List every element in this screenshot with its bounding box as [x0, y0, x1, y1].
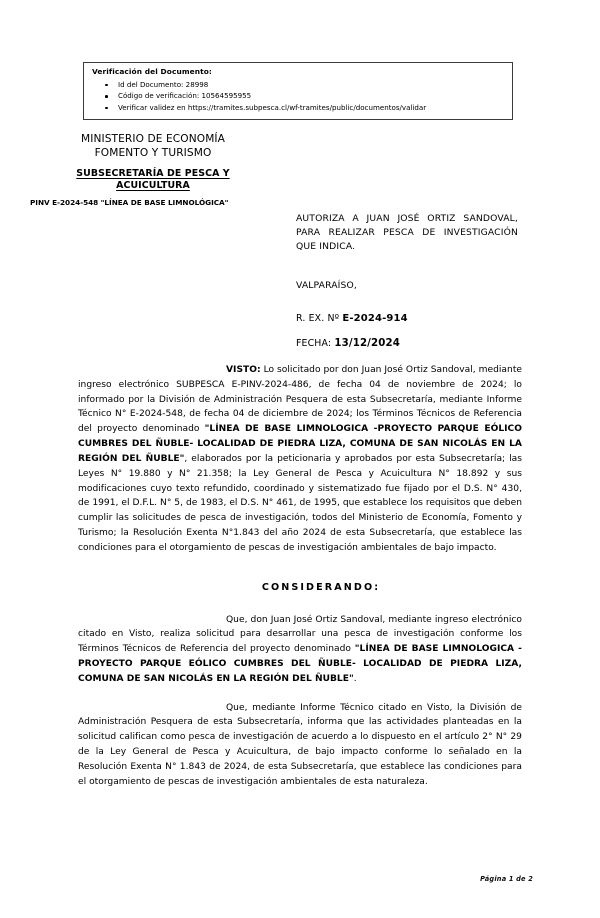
cons-text-a: Que, don Juan José Ortiz Sandoval, mediante ingreso electrónico citado en Visto, realiza solicitud para desarrollar una pesca de investigación conforme los Términos Técnicos de Referencia del proyecto denominado [78, 614, 522, 655]
project-name-2: "LÍNEA DE BASE LIMNOLOGICA -PROYECTO PARQUE EÓLICO CUMBRES DEL ÑUBLE- LOCALIDAD DE PIEDRA LIZA, COMUNA DE SAN NICOLÁS EN LA REGIÓN DEL ÑUBLE" [78, 644, 522, 684]
ministry-line-2: FOMENTO Y TURISMO [94, 146, 212, 159]
date-value: 13/12/2024 [334, 338, 401, 349]
letterhead [28, 133, 278, 207]
list-item: Verificar validez en https://tramites.subpesca.cl/wf-tramites/public/documentos/validar [92, 102, 506, 113]
ministry-line-1: MINISTERIO DE ECONOMÍA [80, 133, 225, 145]
date-label: FECHA: [296, 338, 335, 349]
paragraph-visto [78, 363, 522, 556]
subsecretaria-line-1: SUBSECRETARÍA DE PESCA Y [76, 167, 230, 179]
resolution-number: E-2024-914 [342, 313, 408, 324]
list-item: Código de verificación: 10564595955 [92, 90, 506, 101]
paragraph-considerando-1 [78, 613, 522, 687]
resolution-label: R. EX. Nº [296, 313, 343, 324]
page-number: Página 1 de 2 [480, 875, 533, 883]
considerando-heading: CONSIDERANDO: [261, 581, 381, 593]
visto-label: VISTO: [226, 365, 261, 375]
verification-list [92, 79, 506, 113]
paragraph-considerando-2: Que, mediante Informe Técnico citado en Visto, la División de Administración Pesquera de esta Subsecretaría, informa que las actividades planteadas en la solicitud califican como pesca de investigación de acuerdo a lo dispuesto en el artículo 2° N° 29 de la Ley General de Pesca y Acuicultura, de bajo impacto conforme lo señalado en la Resolución Exenta N° 1.843 de 2024, de esta Subsecretaría, que establece las condiciones para el otorgamiento de pescas de investigación ambientales de esta naturaleza. [78, 702, 522, 787]
project-name-1: "LÍNEA DE BASE LIMNOLOGICA -PROYECTO PARQUE EÓLICO CUMBRES DEL ÑUBLE- LOCALIDAD DE PIEDRA LIZA, COMUNA DE SAN NICOLÁS EN LA REGIÓN DEL ÑUBLE" [78, 424, 522, 464]
cons-text-b: . [353, 673, 357, 684]
resolution-number-line [296, 313, 408, 324]
document-body [78, 363, 522, 790]
verification-title: Verificación del Documento: [92, 67, 212, 76]
project-code-label: PINV E-2024-548 "LÍNEA DE BASE LIMNOLÓGICA" [30, 198, 229, 208]
place-label: VALPARAÍSO, [296, 280, 357, 291]
list-item: Id del Documento: 28998 [92, 79, 506, 90]
subsecretaria-heading [28, 168, 278, 192]
date-line [296, 338, 400, 349]
visto-text-b: , elaborados por la peticionaria y aprobados por esta Subsecretaría; las Leyes N° 19.880 y N° 21.358; la Ley General de Pesca y Acuicultura N° 18.892 y sus modificaciones cuyo texto refundido, coordinado y sistematizado fue fijado por el D.S. N° 430, de 1991, el D.F.L. N° 5, de 1983, el D.S. N° 461, de 1995, que establece los requisitos que deben cumplir las solicitudes de pesca de investigación, todos del Ministerio de Economía, Fomento y Turismo; la Resolución Exenta N°1.843 del año 2024 de esta Subsecretaría, que establece las condiciones para el otorgamiento de pescas de investigación ambientales de bajo impacto. [78, 453, 522, 553]
verification-box [83, 62, 513, 120]
visto-text-a: Lo solicitado por don Juan José Ortiz Sandoval, mediante ingreso electrónico SUBPESCA E-PINV-2024-486, de fecha 04 de noviembre de 2024; lo informado por la División de Administración Pesquera de esta Subsecretaría, mediante Informe Técnico N° E-2024-548, de fecha 04 de diciembre de 2024; los Términos Técnicos de Referencia del proyecto denominado [78, 365, 523, 435]
subsecretaria-line-2: ACUICULTURA [116, 180, 190, 192]
document-subject: AUTORIZA A JUAN JOSÉ ORTIZ SANDOVAL, PARA REALIZAR PESCA DE INVESTIGACIÓN QUE INDICA. [296, 213, 518, 252]
